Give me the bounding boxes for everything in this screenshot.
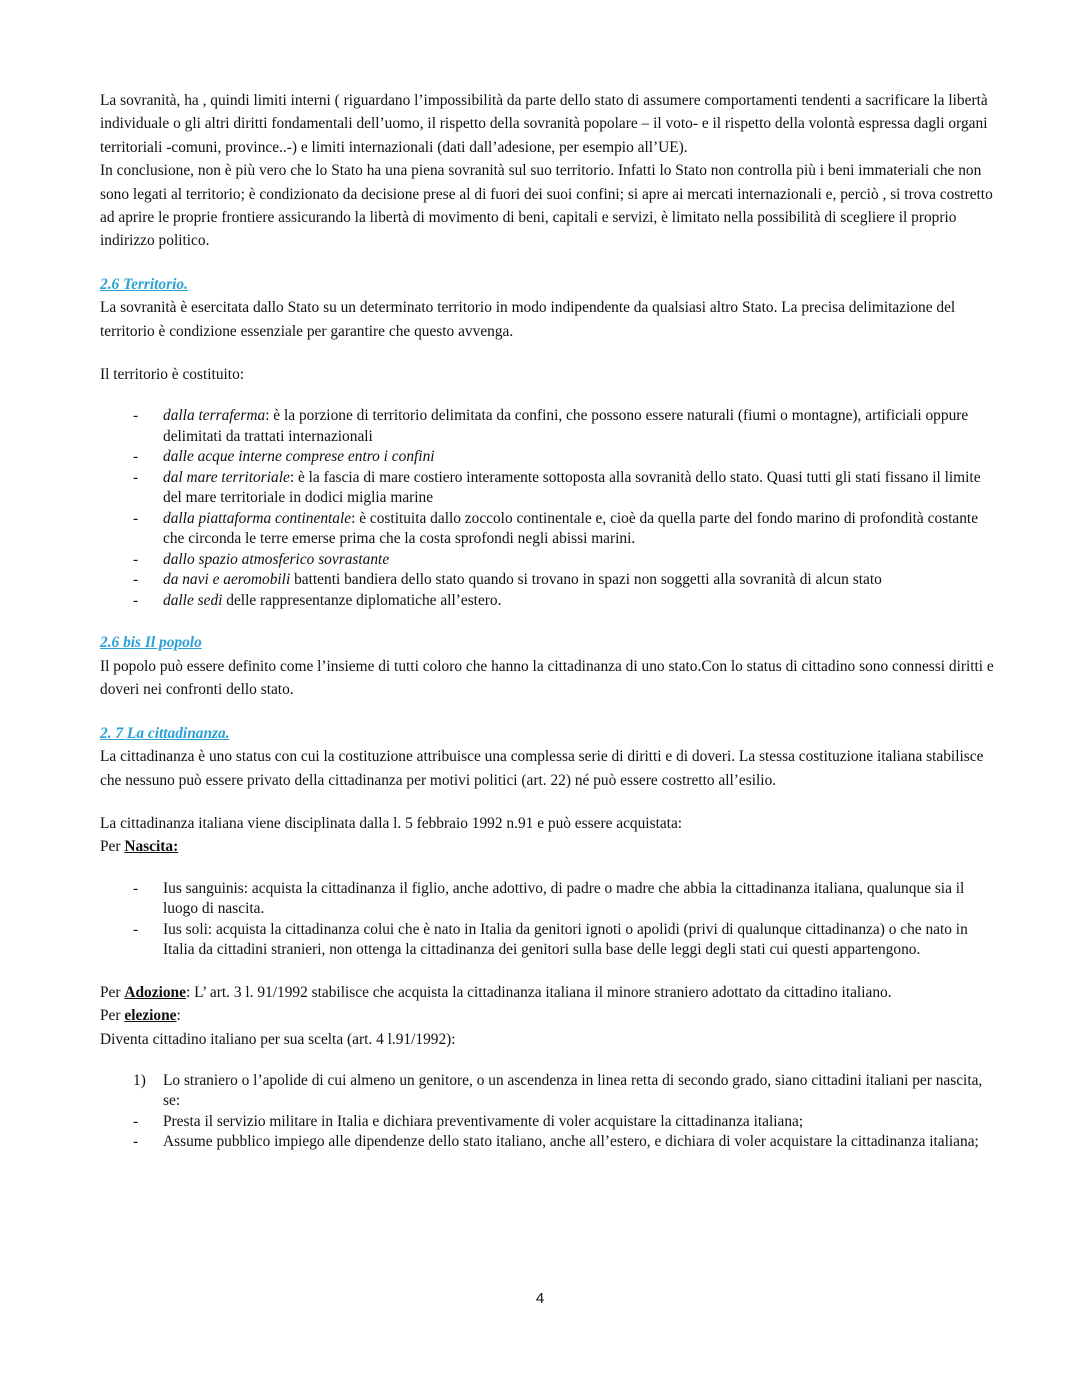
list-item: - Ius soli: acquista la cittadinanza colui che è nato in Italia da genitori ignoti o apolidi (privi di qualunque cittadinanza) o che nato in Italia da cittadini stranieri, non ottenga la cittadinanza dei genitori sulla base delle leggi degli stati cui questi appartengono.	[100, 920, 1000, 961]
heading-territorio: 2.6 Territorio.	[100, 275, 188, 293]
list-item: - Ius sanguinis: acquista la cittadinanza il figlio, anche adottivo, di padre o madre che abbia la cittadinanza italiana, qualunque sia il luogo di nascita.	[100, 879, 1000, 920]
heading-cittadinanza: 2. 7 La cittadinanza.	[100, 724, 230, 742]
paragraph-territorio-costituito: Il territorio è costituito:	[100, 366, 245, 384]
elezione-numbered-list	[100, 1071, 1000, 1112]
page-number: 4	[535, 1290, 545, 1307]
list-item: - dalla piattaforma continentale: è costituita dallo zoccolo continentale e, cioè da quella parte del fondo marino di profondità costante che circonda le terre emerse prima che la costa sprofondi negli abissi marini.	[100, 509, 1000, 550]
list-item: 1) Lo straniero o l’apolide di cui almeno un genitore, o un ascendenza in linea retta di secondo grado, siano cittadini italiani per nascita, se:	[133, 1071, 983, 1110]
list-item: - Presta il servizio militare in Italia e dichiara preventivamente di voler acquistare la cittadinanza italiana;	[100, 1112, 1000, 1133]
territorio-list	[100, 406, 1000, 611]
paragraph-territorio: La sovranità è esercitata dallo Stato su un determinato territorio in modo indipendente da qualsiasi altro Stato. La precisa delimitazione del territorio è condizione essenziale per garantire che questo avvenga.	[100, 299, 956, 340]
nascita-list	[100, 879, 1000, 961]
list-item: - Assume pubblico impiego alle dipendenze dello stato italiano, anche all’estero, e dichiara di voler acquistare la cittadinanza italiana;	[100, 1132, 1000, 1153]
list-item: - dalle acque interne comprese entro i confini	[100, 447, 1000, 468]
paragraph-legge-cittadinanza: La cittadinanza italiana viene disciplinata dalla l. 5 febbraio 1992 n.91 e può essere acquistata:	[100, 814, 683, 832]
paragraph-cittadinanza: La cittadinanza è uno status con cui la costituzione attribuisce una complessa serie di diritti e di doveri. La stessa costituzione italiana stabilisce che nessuno può essere privato della cittadinanza per motivi politici (art. 22) né può essere costretto all’esilio.	[100, 748, 984, 789]
heading-popolo: 2.6 bis Il popolo	[100, 634, 202, 652]
paragraph-conclusione: In conclusione, non è più vero che lo Stato ha una piena sovranità sul suo territorio. Infatti lo Stato non controlla più i beni immateriali che non sono legati al territorio; è condizionato da decisione prese al di fuori dei suoi confini; si apre ai mercati internazionali e, perciò , si trova costretto ad aprire le proprie frontiere assicurando la libertà di movimento di beni, capitali e servizi, è limitato nella possibilità di scegliere il proprio indirizzo politico.	[100, 162, 993, 250]
paragraph-limiti-sovranita: La sovranità, ha , quindi limiti interni ( riguardano l’impossibilità da parte dello stato di assumere comportamenti tendenti a sacrificare la libertà individuale o gli altri diritti fondamentali dell’uomo, il rispetto della sovranità popolare – il voto- e il rispetto della volontà espressa dagli organi territoriali -comuni, province..-) e limiti internazionali (dati dall’adesione, per esempio all’UE).	[100, 92, 988, 156]
paragraph-popolo: Il popolo può essere definito come l’insieme di tutti coloro che hanno la cittadinanza di uno stato.Con lo status di cittadino sono connessi diritti e doveri nei confronti dello stato.	[100, 657, 994, 699]
list-item: - dalla terraferma: è la porzione di territorio delimitata da confini, che possono essere naturali (fiumi o montagne), artificiali oppure delimitati da trattati internazionali	[100, 406, 1000, 447]
label-per-elezione: Per elezione:	[100, 1007, 181, 1025]
elezione-list	[100, 1112, 1000, 1153]
list-item: - dal mare territoriale: è la fascia di mare costiero interamente sottoposta alla sovranità dello stato. Quasi tutti gli stati fissano il limite del mare territoriale in dodici miglia marine	[100, 468, 1000, 509]
label-per-nascita: Per Nascita:	[100, 838, 179, 856]
text-column	[100, 89, 1000, 1153]
list-item: - da navi e aeromobili battenti bandiera dello stato quando si trovano in spazi non soggetti alla sovranità di alcun stato	[100, 570, 1000, 591]
paragraph-adozione: Per Adozione: L’ art. 3 l. 91/1992 stabilisce che acquista la cittadinanza italiana il minore straniero adottato da cittadino italiano.	[100, 983, 892, 1001]
list-item: - dallo spazio atmosferico sovrastante	[100, 550, 1000, 571]
list-item: - dalle sedi delle rappresentanze diplomatiche all’estero.	[100, 591, 1000, 612]
paragraph-elezione: Diventa cittadino italiano per sua scelta (art. 4 l.91/1992):	[100, 1030, 456, 1048]
